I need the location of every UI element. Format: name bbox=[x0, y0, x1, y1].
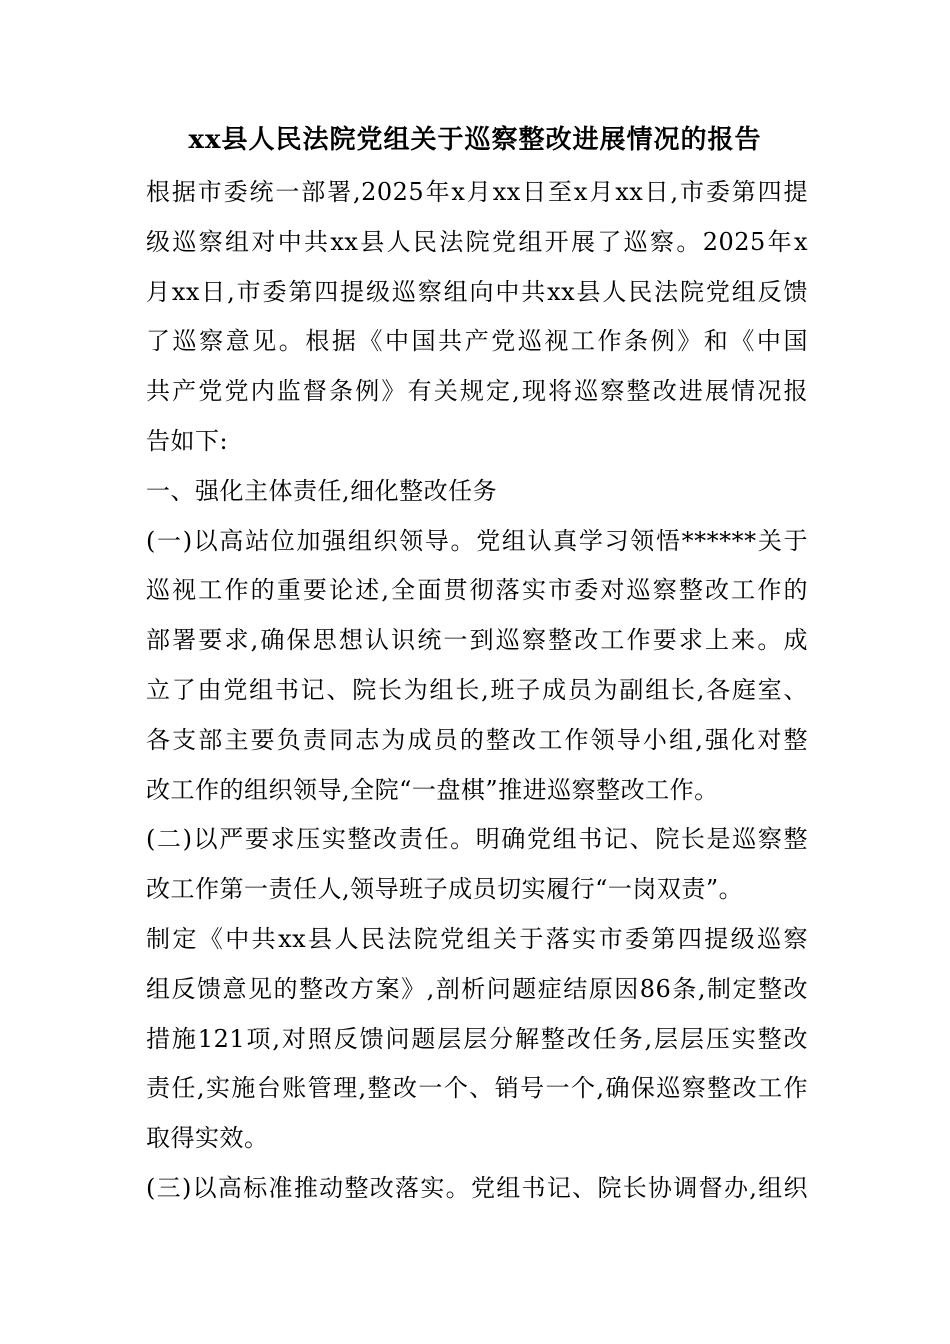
section-heading: 一、强化主体责任,细化整改任务 bbox=[146, 476, 498, 505]
document-body bbox=[146, 168, 808, 1214]
body-line: 组反馈意见的整改方案》,剖析问题症结原因86条,制定整改 bbox=[146, 974, 808, 1003]
body-line: 制定《中共xx县人民法院党组关于落实市委第四提级巡察 bbox=[146, 924, 808, 953]
body-line: 共产党党内监督条例》有关规定,现将巡察整改进展情况报 bbox=[146, 377, 808, 406]
body-line: 立了由党组书记、院长为组长,班子成员为副组长,各庭室、 bbox=[146, 675, 808, 704]
body-line: (三)以高标准推动整改落实。党组书记、院长协调督办,组织 bbox=[146, 1173, 808, 1202]
body-line: 根据市委统一部署,2025年x月xx日至x月xx日,市委第四提 bbox=[146, 178, 808, 206]
body-line: 责任,实施台账管理,整改一个、销号一个,确保巡察整改工作 bbox=[146, 1074, 808, 1103]
body-line: 月xx日,市委第四提级巡察组向中共xx县人民法院党组反馈 bbox=[146, 277, 808, 306]
body-line: 改工作的组织领导,全院“一盘棋”推进巡察整改工作。 bbox=[146, 775, 719, 804]
body-line: 措施121项,对照反馈问题层层分解整改任务,层层压实整改 bbox=[146, 1024, 808, 1053]
body-line: 部署要求,确保思想认识统一到巡察整改工作要求上来。成 bbox=[146, 626, 808, 655]
body-line: 巡视工作的重要论述,全面贯彻落实市委对巡察整改工作的 bbox=[146, 576, 808, 605]
body-line: 级巡察组对中共xx县人民法院党组开展了巡察。2025年x bbox=[146, 227, 808, 256]
body-line: 告如下: bbox=[146, 426, 229, 455]
body-line: 改工作第一责任人,领导班子成员切实履行“一岗双责”。 bbox=[146, 875, 744, 904]
body-line: 取得实效。 bbox=[146, 1124, 269, 1153]
document-title: xx县人民法院党组关于巡察整改进展情况的报告 bbox=[188, 125, 762, 155]
body-line: (一)以高站位加强组织领导。党组认真学习领悟******关于 bbox=[146, 526, 808, 555]
body-line: 了巡察意见。根据《中国共产党巡视工作条例》和《中国 bbox=[146, 327, 808, 356]
body-line: 各支部主要负责同志为成员的整改工作领导小组,强化对整 bbox=[146, 725, 808, 754]
body-line: (二)以严要求压实整改责任。明确党组书记、院长是巡察整 bbox=[146, 825, 808, 854]
